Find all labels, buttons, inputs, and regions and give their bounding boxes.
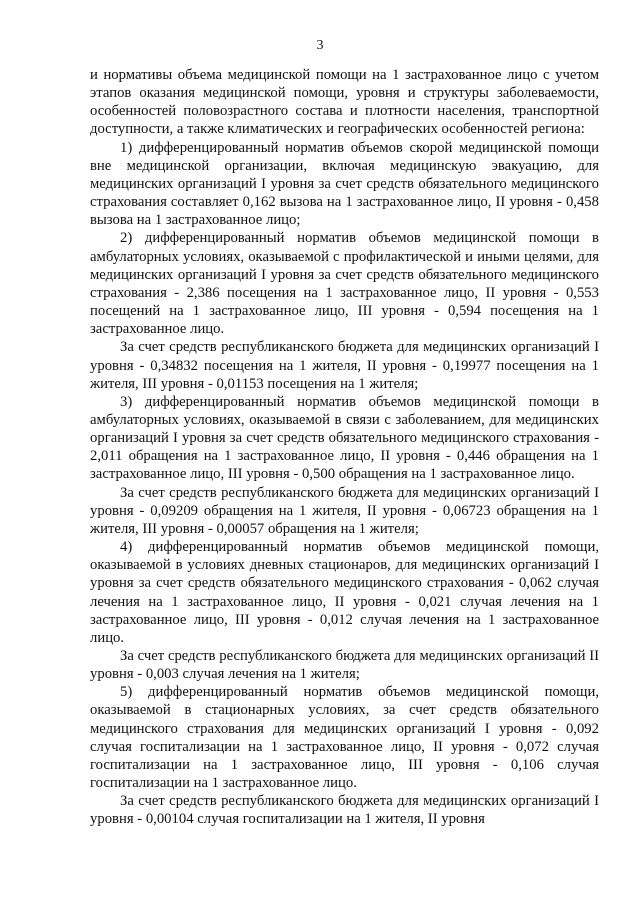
paragraph-item-4-day-hospital: 4) дифференцированный норматив объемов медицинской помощи, оказываемой в условиях дневных стационаров, для медицинских организаций I уровня за счет средств обязательного медицинского страхования - 0,062 случая лечения на 1 застрахованное лицо, II уровня - 0,021 случая лечения на 1 застрахованное лицо, III уровня - 0,012 случая лечения на 1 застрахованное лицо. (90, 539, 599, 646)
page-number: 3 (316, 38, 324, 53)
paragraph-item-3-outpatient-disease: 3) дифференцированный норматив объемов медицинской помощи в амбулаторных условиях, оказываемой в связи с заболеванием, для медицинских организаций I уровня за счет средств обязательного медицинского страхования - 2,011 обращения на 1 застрахованное лицо, II уровня - 0,446 обращения на 1 застрахованное лицо, III уровня - 0,500 обращения на 1 застрахованное лицо. (90, 393, 599, 483)
paragraph-item-5-republican-budget: За счет средств республиканского бюджета для медицинских организаций I уровня - 0,00104 случая госпитализации на 1 жителя, II уровня (90, 793, 599, 828)
paragraph-item-4-republican-budget: За счет средств республиканского бюджета для медицинских организаций II уровня - 0,003 случая лечения на 1 жителя; (90, 648, 599, 683)
paragraph-item-1-emergency-care: 1) дифференцированный норматив объемов скорой медицинской помощи вне медицинской организации, включая медицинскую эвакуацию, для медицинских организаций I уровня за счет средств обязательного медицинского страхования составляет 0,162 вызова на 1 застрахованное лицо, II уровня - 0,458 вызова на 1 застрахованное лицо; (90, 139, 599, 229)
paragraph-intro-continuation: и нормативы объема медицинской помощи на 1 застрахованное лицо с учетом этапов оказания медицинской помощи, уровня и структуры заболеваемости, особенностей половозрастного состава и плотности населения, транспортной доступности, а также климатических и географических особенностей региона: (90, 67, 599, 138)
document-body (90, 66, 599, 829)
paragraph-item-2-republican-budget: За счет средств республиканского бюджета для медицинских организаций I уровня - 0,34832 посещения на 1 жителя, II уровня - 0,19977 посещения на 1 жителя, III уровня - 0,01153 посещения на 1 жителя; (90, 339, 599, 392)
paragraph-item-5-inpatient: 5) дифференцированный норматив объемов медицинской помощи, оказываемой в стационарных условиях, за счет средств обязательного медицинского страхования для медицинских организаций I уровня - 0,092 случая госпитализации на 1 застрахованное лицо, II уровня - 0,072 случая госпитализации на 1 застрахованное лицо, III уровня - 0,106 случая госпитализации на 1 застрахованное лицо. (90, 684, 599, 792)
paragraph-item-3-republican-budget: За счет средств республиканского бюджета для медицинских организаций I уровня - 0,09209 обращения на 1 жителя, II уровня - 0,06723 обращения на 1 жителя, III уровня - 0,00057 обращения на 1 жителя; (90, 484, 599, 537)
paragraph-item-2-outpatient-preventive: 2) дифференцированный норматив объемов медицинской помощи в амбулаторных условиях, оказываемой с профилактической и иными целями, для медицинских организаций I уровня за счет средств обязательного медицинского страхования - 2,386 посещения на 1 застрахованное лицо, II уровня - 0,553 посещений на 1 застрахованное лицо, III уровня - 0,594 посещения на 1 застрахованное лицо. (90, 230, 599, 338)
